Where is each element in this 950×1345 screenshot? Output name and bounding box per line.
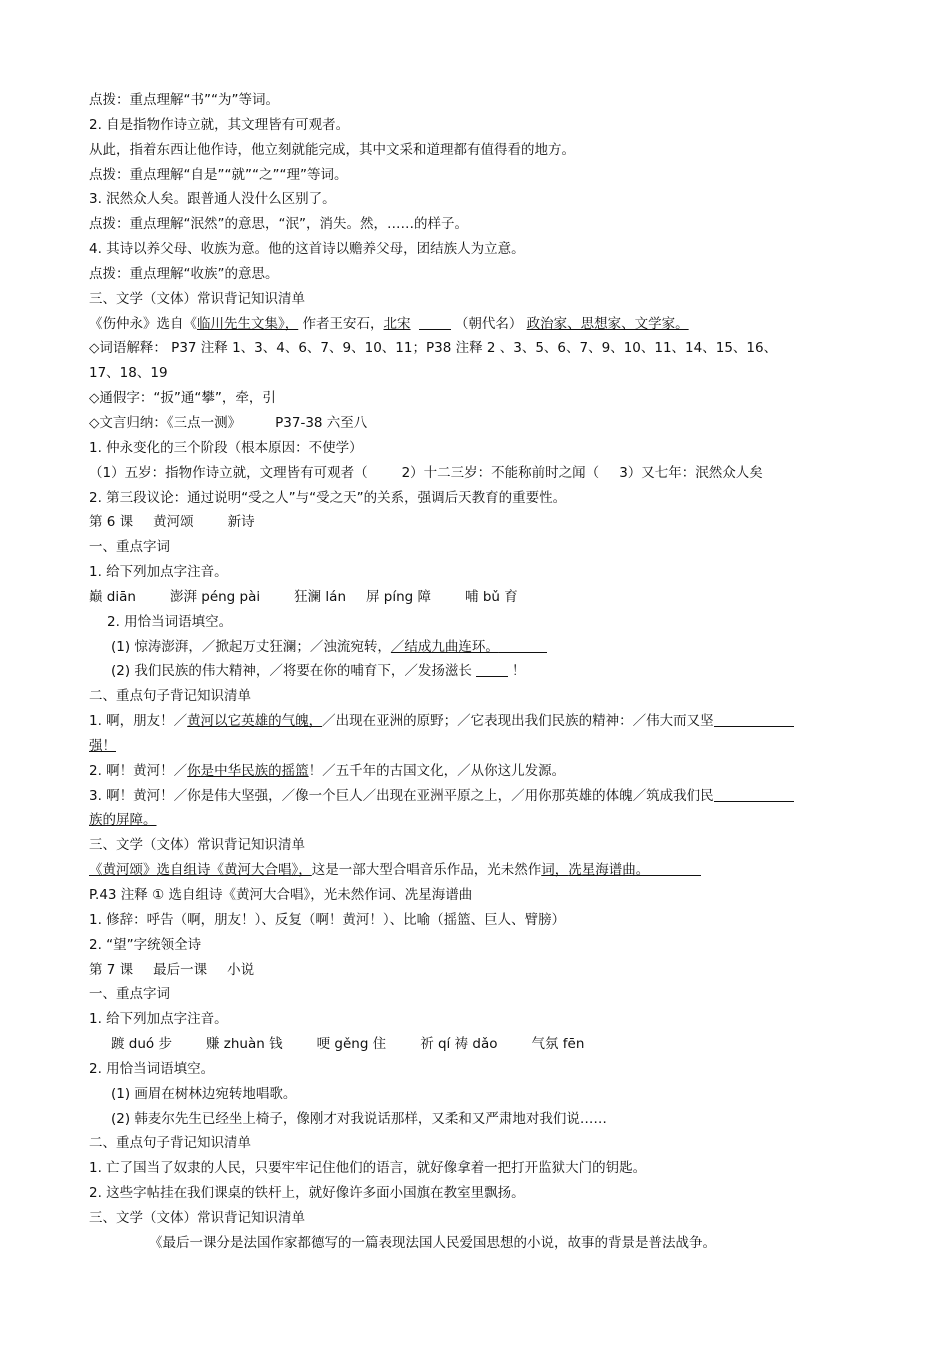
pinyin-item: 澎湃 péng pài	[169, 588, 261, 605]
pinyin-item: 屏 píng 障	[366, 588, 432, 605]
document-page	[89, 88, 869, 1256]
underlined-text: 强！	[89, 737, 116, 754]
text-line	[89, 808, 869, 833]
section-heading: 一、重点字词	[89, 986, 170, 1003]
text-line: 点拨：重点理解“书”“为”等词。	[89, 92, 279, 108]
text-span: ！／五千年的古国文化，／从你这儿发源。	[308, 762, 566, 779]
text-line: 4. 其诗以养父母、收族为意。他的这首诗以赡养父母，团结族人为立意。	[89, 241, 525, 258]
text-span: （1）五岁：指物作诗立就，文理皆有可观者（	[89, 464, 368, 481]
lesson-heading	[89, 510, 869, 535]
text-line	[89, 734, 869, 759]
text-span: (1) 惊涛澎湃，／掀起万丈狂澜；／浊流宛转，	[111, 638, 391, 655]
text-line: ◇通假字：“扳”通“攀”，牵，引	[89, 390, 276, 407]
section-heading: 三、文学（文体）常识背记知识清单	[89, 1209, 305, 1226]
text-line: (2) 韩麦尔先生已经坐上椅子，像刚才对我说话那样，又柔和又严肃地对我们说……	[111, 1110, 607, 1127]
text-span: ◇文言归纳：《三点一测》	[89, 414, 242, 431]
text-line: 点拨：重点理解“收族”的意思。	[89, 265, 279, 282]
text-span: （朝代名）	[454, 315, 523, 332]
lesson-heading	[89, 958, 869, 983]
text-line: 1. 给下列加点字注音。	[89, 1011, 228, 1028]
underlined-text: 政治家、思想家、文学家。	[526, 315, 689, 332]
text-line: 点拨：重点理解“泯然”的意思，“泯”，消失。然，……的样子。	[89, 216, 468, 233]
text-span: P37-38 六至八	[275, 414, 368, 431]
text-line: 2. 这些字帖挂在我们课桌的铁杆上，就好像许多面小国旗在教室里飘扬。	[89, 1185, 525, 1202]
pinyin-item: 哺 bǔ 育	[465, 588, 518, 605]
text-line: 2. 用恰当词语填空。	[89, 1060, 215, 1077]
pinyin-item: 祈 qí 祷 dǎo	[420, 1036, 498, 1053]
text-line	[89, 784, 869, 809]
text-line	[89, 759, 869, 784]
text-line	[89, 858, 869, 883]
pinyin-line	[89, 585, 869, 610]
text-line: 3. 泯然众人矣。跟普通人没什么区别了。	[89, 191, 336, 208]
text-span: 这是一部大型合唱音乐作品，光未然作	[311, 862, 542, 879]
section-heading: 三、文学（文体）常识背记知识清单	[89, 290, 305, 307]
text-line	[89, 709, 869, 734]
text-span: 1. 啊，朋友！／	[89, 713, 188, 730]
text-span: 3）又七年：泯然众人矣	[619, 464, 763, 481]
underlined-text: 族的屏障。	[89, 812, 157, 829]
text-line: 2. 用恰当词语填空。	[107, 613, 233, 630]
text-line: P.43 注释 ① 选自组诗《黄河大合唱》，光未然作词、冼星海谱曲	[89, 887, 473, 903]
underlined-text: 冼星海谱曲。	[568, 862, 650, 879]
text-line: (1) 画眉在树林边宛转地唱歌。	[111, 1085, 297, 1102]
fill-blank	[714, 712, 794, 727]
lesson-genre: 小说	[227, 961, 255, 978]
text-line: 1. 修辞：呼告（啊，朋友！）、反复（啊！黄河！）、比喻（摇篮、巨人、臂膀）	[89, 911, 566, 928]
text-span: 作者王安石，	[302, 315, 384, 332]
underlined-text: ／结成九曲连环。	[390, 638, 499, 655]
text-line: 2. “望”字统领全诗	[89, 936, 202, 953]
fill-blank	[499, 638, 547, 653]
lesson-title: 黄河颂	[153, 514, 194, 531]
section-heading: 二、重点句子背记知识清单	[89, 1135, 251, 1152]
text-span: (2) 我们民族的伟大精神，／将要在你的哺育下，／发扬滋长	[111, 663, 472, 680]
text-span: 3. 啊！黄河！／你是伟大坚强，／像一个巨人／出现在亚洲平原之上，／用你那英雄的体魄／筑成我们民	[89, 787, 714, 804]
fill-blank	[476, 662, 508, 677]
pinyin-item: 赚 zhuàn 钱	[205, 1036, 283, 1053]
text-line: 2. 第三段议论：通过说明“受之人”与“受之天”的关系，强调后天教育的重要性。	[89, 489, 567, 506]
text-line: 1. 仲永变化的三个阶段（根本原因：不使学）	[89, 439, 363, 456]
section-heading: 三、文学（文体）常识背记知识清单	[89, 837, 305, 854]
section-heading: 二、重点句子背记知识清单	[89, 688, 251, 705]
text-span: 《伤仲永》选自《	[89, 315, 197, 332]
text-line	[89, 411, 869, 436]
text-line: 点拨：重点理解“自是”“就”“之”“理”等词。	[89, 166, 348, 183]
pinyin-item: 哽 gěng 住	[316, 1036, 387, 1053]
text-line: 《最后一课分是法国作家都德写的一篇表现法国人民爱国思想的小说，故事的背景是普法战争。	[149, 1234, 716, 1251]
fill-blank	[419, 315, 451, 330]
text-span: 2. 啊！黄河！／	[89, 762, 188, 779]
underlined-text: 黄河以它英雄的气魄，	[187, 713, 323, 730]
pinyin-item: 踱 duó 步	[111, 1036, 172, 1053]
text-line	[89, 461, 869, 486]
text-span: 2）十二三岁：不能称前时之闻（	[401, 464, 600, 481]
text-line: 1. 给下列加点字注音。	[89, 564, 228, 581]
underlined-text: 临川先生文集》，	[197, 315, 299, 332]
text-span: ／出现在亚洲的原野；／它表现出我们民族的精神：／伟大而又坚	[322, 713, 714, 730]
lesson-title: 最后一课	[153, 961, 208, 978]
section-heading: 一、重点字词	[89, 539, 170, 556]
fill-blank	[649, 861, 701, 876]
lesson-genre: 新诗	[227, 514, 255, 531]
text-line	[89, 312, 869, 337]
text-line: 1. 亡了国当了奴隶的人民，只要牢牢记住他们的语言，就好像拿着一把打开监狱大门的钥匙。	[89, 1160, 647, 1177]
underlined-text: 北宋	[383, 315, 411, 332]
lesson-number: 第 7 课	[89, 961, 134, 978]
text-line	[89, 635, 869, 660]
fill-blank	[714, 787, 794, 802]
underlined-text: 你是中华民族的摇篮	[187, 762, 309, 779]
underlined-text: 词，	[541, 862, 569, 879]
lesson-number: 第 6 课	[89, 514, 134, 531]
text-line	[89, 659, 869, 684]
text-span: ！	[511, 663, 526, 680]
pinyin-item: 气氛 fēn	[531, 1036, 585, 1053]
pinyin-item: 狂澜 lán	[294, 588, 347, 605]
underlined-text: 《黄河颂》选自组诗《黄河大合唱》，	[89, 862, 312, 879]
text-line: 从此，指着东西让他作诗，他立刻就能完成，其中文采和道理都有值得看的地方。	[89, 141, 575, 158]
pinyin-line	[89, 1032, 869, 1057]
text-line: 17、18、19	[89, 365, 168, 382]
text-line: ◇词语解释： P37 注释 1、3、4、6、7、9、10、11；P38 注释 2 、3、5、6、7、9、10、11、14、15、16、	[89, 340, 778, 357]
pinyin-item: 巅 diān	[89, 588, 136, 605]
text-line: 2. 自是指物作诗立就，其文理皆有可观者。	[89, 116, 350, 133]
